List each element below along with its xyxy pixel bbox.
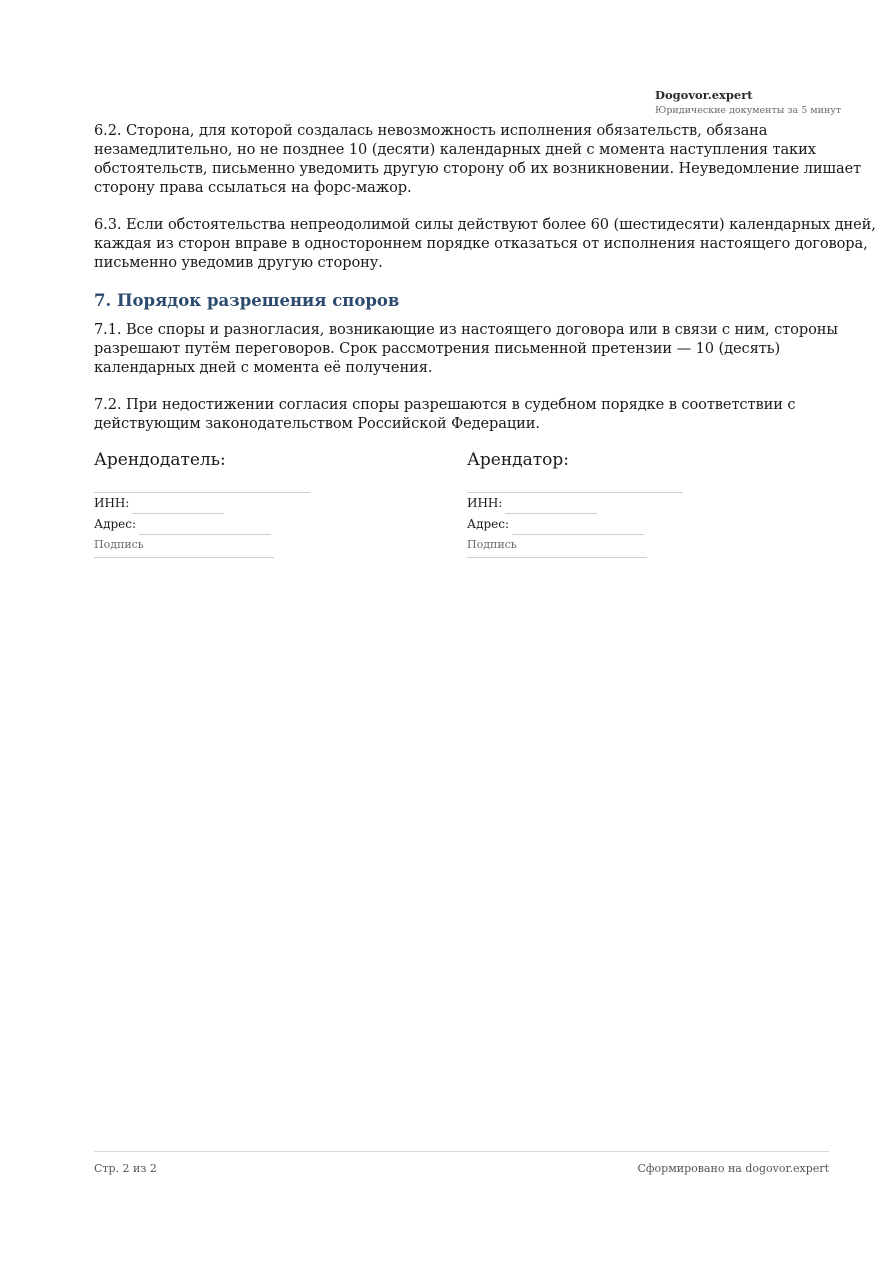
generated-note: Сформировано на dogovor.expert (637, 1162, 829, 1175)
clause-6-3: 6.3. Если обстоятельства непреодолимой силы действуют более 60 (шестидесяти) календарных дней, каждая из сторон вправе в одностороннем порядке отказаться от исполнения настоящего договора, письменно уведомив другую сторону. (94, 216, 876, 271)
lessor-address-blank (139, 520, 271, 535)
lessee-signature (467, 449, 697, 558)
page-number: Стр. 2 из 2 (94, 1162, 157, 1175)
lessee-address-label: Адрес: (467, 517, 510, 531)
signature-block (94, 449, 854, 579)
brand-header (655, 88, 841, 118)
clause-6-2: 6.2. Сторона, для которой создалась невозможность исполнения обязательств, обязана незамедлительно, но не позднее 10 (десяти) календарных дней с момента наступления таких обстоятельств, письменно уведомить другую сторону об их возникновении. Неуведомление лишает сторону права ссылаться на форс-мажор. (94, 122, 862, 196)
brand-tagline: Юридические документы за 5 минут (655, 105, 842, 116)
lessor-inn-field (94, 493, 324, 514)
lessor-sign-line (94, 557, 274, 558)
lessor-inn-label: ИНН: (94, 496, 130, 510)
section-7-heading: 7. Порядок разрешения споров (94, 291, 400, 310)
brand-name: Dogovor.expert (655, 88, 753, 102)
lessee-sign-label: Подпись (467, 538, 517, 551)
lessee-role: Арендатор: (467, 450, 569, 470)
lessor-address-label: Адрес: (94, 517, 137, 531)
lessee-address-field (467, 514, 697, 535)
lessor-address-field (94, 514, 324, 535)
document-body (94, 121, 884, 451)
lessee-inn-blank (505, 499, 597, 514)
clause-7-1: 7.1. Все споры и разногласия, возникающие из настоящего договора или в связи с ним, стороны разрешают путём переговоров. Срок рассмотрения письменной претензии — 10 (десять) календарных дней с момента её получения. (94, 321, 838, 376)
lessee-inn-label: ИНН: (467, 496, 503, 510)
footer-divider (94, 1151, 829, 1152)
lessor-signature (94, 449, 324, 558)
lessor-sign-label: Подпись (94, 538, 144, 551)
lessee-inn-field (467, 493, 697, 514)
lessee-address-blank (512, 520, 644, 535)
lessee-sign-line (467, 557, 647, 558)
lessor-inn-blank (132, 499, 224, 514)
lessor-role: Арендодатель: (94, 450, 226, 470)
clause-7-2: 7.2. При недостижении согласия споры разрешаются в судебном порядке в соответствии с действующим законодательством Российской Федерации. (94, 396, 796, 432)
